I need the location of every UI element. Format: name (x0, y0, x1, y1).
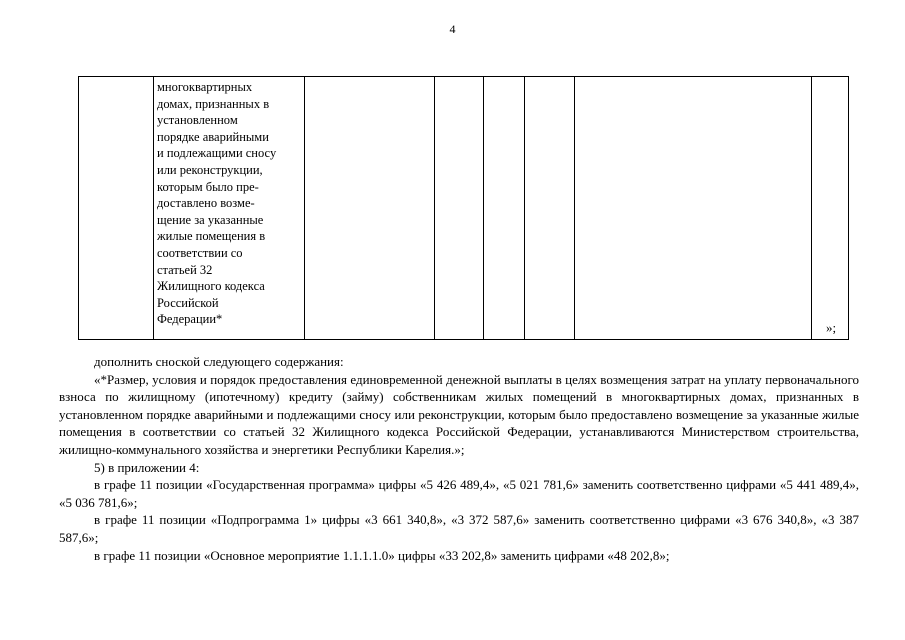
paragraph-footnote-intro: дополнить сноской следующего содержания: (94, 354, 344, 369)
continued-table (78, 76, 849, 340)
table-cell-1 (79, 77, 154, 340)
closing-quote-mark: »; (826, 320, 837, 335)
paragraph-footnote-text: «*Размер, условия и порядок предоставления единовременной денежной выплаты в целях возмещения затрат на уплату первоначального взноса по жилищному (ипотечному) кредиту (займу) собственникам жилых помещений в многоквартирных домах, признанных в установленном порядке аварийными и подлежащими сносу или реконструкции, которым было предоставлено возмещение за указанные жилые помещения в соответствии со статьей 32 Жилищного кодекса Российской Федерации, устанавливаются Министерством строительства, жилищно-коммунального хозяйства и энергетики Республики Карелия.»; (59, 371, 859, 457)
table-cell-text: многоквартирных домах, признанных в установленном порядке аварийными и подлежащими сносу или реконструкции, которым было пре- доставлено возме- щение за указанные жилые помещения в соответствии со статьей 32 Жилищного кодекса Российской Федерации* (157, 80, 277, 327)
table-cell-5 (484, 77, 525, 340)
table-cell-7 (575, 77, 812, 340)
table-row (79, 77, 849, 340)
document-body (59, 353, 859, 564)
table-cell-8 (812, 77, 849, 340)
paragraph-main-activity: в графе 11 позиции «Основное мероприятие 1.1.1.1.0» цифры «33 202,8» заменить цифрами «48 202,8»; (94, 547, 670, 563)
table-cell-3 (305, 77, 435, 340)
paragraph-subprogram-1: в графе 11 позиции «Подпрограмма 1» цифры «3 661 340,8», «3 372 587,6» заменить соответственно цифрами «3 676 340,8», «3 387 587,6»; (59, 512, 859, 545)
table-cell-6 (525, 77, 575, 340)
paragraph-state-program: в графе 11 позиции «Государственная программа» цифры «5 426 489,4», «5 021 781,6» заменить соответственно цифрами «5 441 489,4», «5 036 781,6»; (59, 477, 859, 510)
paragraph-appendix-4: 5) в приложении 4: (94, 459, 200, 475)
page-number: 4 (449, 22, 456, 36)
table-cell-4 (435, 77, 484, 340)
table-cell-2 (154, 77, 305, 340)
